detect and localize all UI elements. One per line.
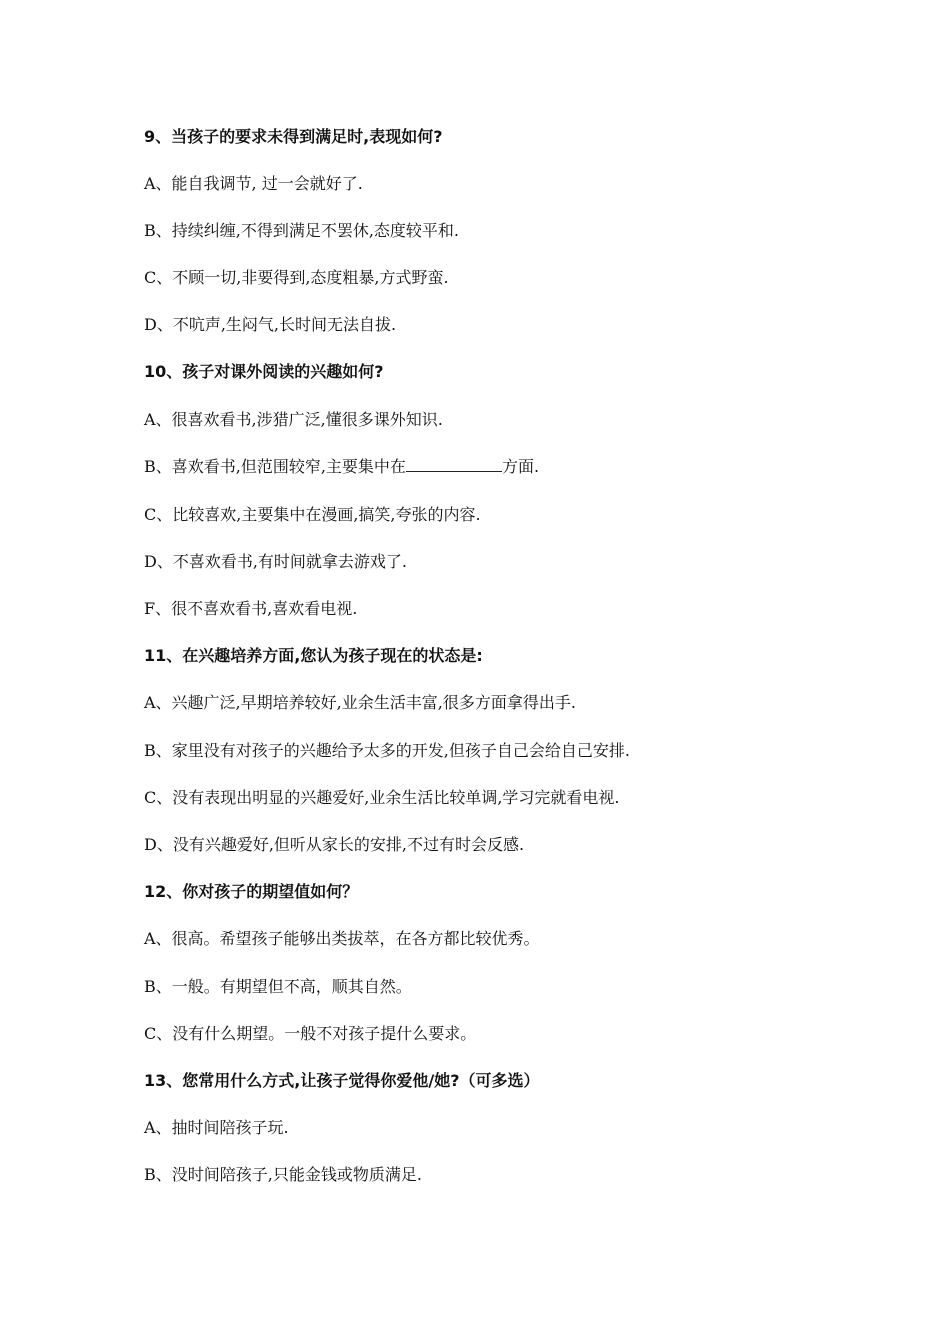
question-10-option-a: A、很喜欢看书,涉猎广泛,懂很多课外知识. xyxy=(144,410,443,429)
question-12-option-c: C、没有什么期望。一般不对孩子提什么要求。 xyxy=(144,1024,477,1043)
question-10-title: 10、孩子对课外阅读的兴趣如何? xyxy=(144,362,384,381)
question-9-option-d: D、不吭声,生闷气,长时间无法自拔. xyxy=(144,315,397,334)
question-10-option-c: C、比较喜欢,主要集中在漫画,搞笑,夸张的内容. xyxy=(144,505,481,524)
question-11-option-a: A、兴趣广泛,早期培养较好,业余生活丰富,很多方面拿得出手. xyxy=(144,693,576,712)
question-13-option-b: B、没时间陪孩子,只能金钱或物质满足. xyxy=(144,1165,422,1184)
question-10-option-b xyxy=(144,456,924,478)
question-10-option-d: D、不喜欢看书,有时间就拿去游戏了. xyxy=(144,552,408,571)
question-10-option-b-text-before: B、喜欢看书,但范围较窄,主要集中在 xyxy=(144,457,406,476)
question-12-title: 12、你对孩子的期望值如何？ xyxy=(144,882,359,901)
question-11-option-d: D、没有兴趣爱好,但听从家长的安排,不过有时会反感. xyxy=(144,835,525,854)
question-9-option-c: C、不顾一切,非要得到,态度粗暴,方式野蛮. xyxy=(144,268,449,287)
question-9-option-a: A、能自我调节, 过一会就好了. xyxy=(144,174,363,193)
question-13-option-a: A、抽时间陪孩子玩. xyxy=(144,1118,289,1137)
fill-in-blank xyxy=(406,457,502,472)
question-9-title: 9、当孩子的要求未得到满足时,表现如何? xyxy=(144,127,443,146)
question-12-option-a: A、很高。希望孩子能够出类拔萃，在各方都比较优秀。 xyxy=(144,929,540,948)
question-11-title: 11、在兴趣培养方面,您认为孩子现在的状态是: xyxy=(144,646,483,665)
question-9-option-b: B、持续纠缠,不得到满足不罢休,态度较平和. xyxy=(144,221,460,240)
question-12-option-b: B、一般。有期望但不高，顺其自然。 xyxy=(144,977,412,996)
question-13-title: 13、您常用什么方式,让孩子觉得你爱他/她?（可多选） xyxy=(144,1071,540,1090)
question-11-option-b: B、家里没有对孩子的兴趣给予太多的开发,但孩子自己会给自己安排. xyxy=(144,741,630,760)
question-10-option-b-text-after: 方面. xyxy=(501,457,540,476)
question-10-option-f: F、很不喜欢看书,喜欢看电视. xyxy=(144,599,358,618)
question-11-option-c: C、没有表现出明显的兴趣爱好,业余生活比较单调,学习完就看电视. xyxy=(144,788,620,807)
